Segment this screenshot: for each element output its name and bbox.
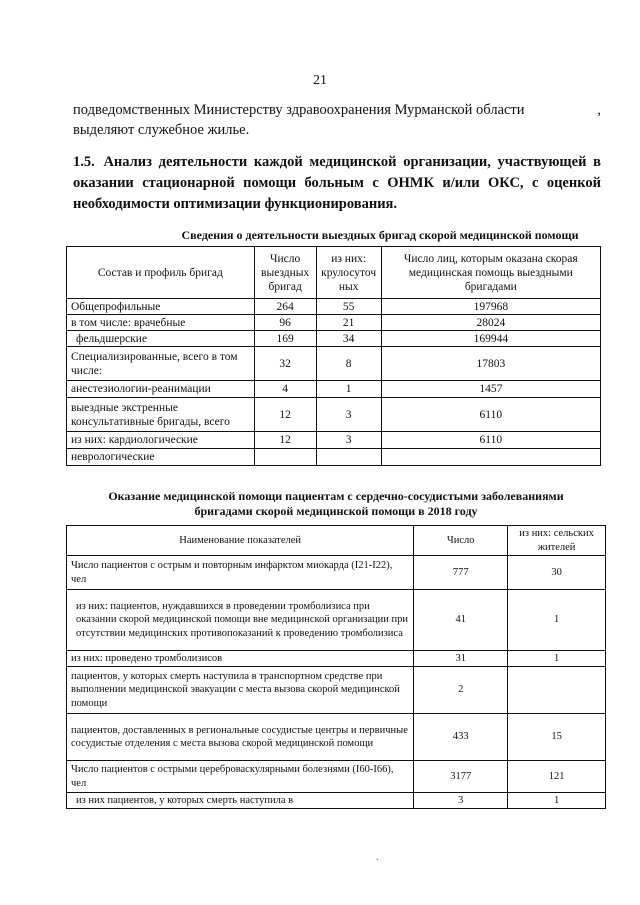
table1-header: из них: крулосуточ ных bbox=[316, 247, 381, 299]
table-row bbox=[67, 556, 606, 590]
round-clock-value: 3 bbox=[316, 432, 381, 449]
row-label: Специализированные, всего в том числе: bbox=[67, 347, 255, 381]
round-clock-value: 8 bbox=[316, 347, 381, 381]
row-label: фельдшерские bbox=[67, 331, 255, 347]
rural-value: 1 bbox=[508, 651, 606, 667]
indicator-label: пациентов, доставленных в региональные сосудистые центры и первичные сосудистые отделения с места вызова скорой медицинской помощи bbox=[67, 714, 414, 761]
rural-value bbox=[508, 667, 606, 714]
table2-header: Наименование показателей bbox=[67, 526, 414, 556]
table2-caption-line-1: Оказание медицинской помощи пациентам с сердечно-сосудистыми заболеваниями bbox=[108, 489, 564, 503]
indicator-label: из них пациентов, у которых смерть наступила в bbox=[67, 793, 414, 809]
round-clock-value: 3 bbox=[316, 398, 381, 432]
round-clock-value: 1 bbox=[316, 381, 381, 398]
table-row bbox=[67, 347, 601, 381]
intro-paragraph bbox=[73, 100, 601, 140]
section-title: Анализ деятельности каждой медицинской организации, участвующей в оказании стационарной помощи больным с ОНМК и/или ОКС, с оценкой необходимости оптимизации функционирования. bbox=[73, 154, 601, 212]
row-label: анестезиологии-реанимации bbox=[67, 381, 255, 398]
brigades-value: 169 bbox=[254, 331, 316, 347]
table2-header: из них: сельских жителей bbox=[508, 526, 606, 556]
rural-value: 1 bbox=[508, 793, 606, 809]
round-clock-value: 55 bbox=[316, 299, 381, 315]
count-value: 31 bbox=[414, 651, 508, 667]
persons-value: 197968 bbox=[381, 299, 600, 315]
table-row bbox=[67, 299, 601, 315]
rural-value: 30 bbox=[508, 556, 606, 590]
persons-value: 6110 bbox=[381, 432, 600, 449]
table-row bbox=[67, 651, 606, 667]
count-value: 2 bbox=[414, 667, 508, 714]
table-row bbox=[67, 381, 601, 398]
count-value: 41 bbox=[414, 590, 508, 651]
brigades-value: 264 bbox=[254, 299, 316, 315]
intro-line-1: подведомственных Министерству здравоохранения Мурманской области bbox=[73, 102, 525, 118]
brigades-value: 96 bbox=[254, 315, 316, 331]
row-label: неврологические bbox=[67, 449, 255, 466]
table-row bbox=[67, 315, 601, 331]
table-row bbox=[67, 590, 606, 651]
row-label: Общепрофильные bbox=[67, 299, 255, 315]
brigades-value: 12 bbox=[254, 398, 316, 432]
persons-value: 6110 bbox=[381, 398, 600, 432]
footer-mark: . bbox=[376, 852, 379, 863]
brigades-value bbox=[254, 449, 316, 466]
rural-value: 1 bbox=[508, 590, 606, 651]
row-label: из них: кардиологические bbox=[67, 432, 255, 449]
table-row bbox=[67, 667, 606, 714]
persons-value: 169944 bbox=[381, 331, 600, 347]
round-clock-value: 34 bbox=[316, 331, 381, 347]
section-heading bbox=[73, 152, 601, 215]
table2-caption-line-2: бригадами скорой медицинской помощи в 2018 году bbox=[194, 504, 478, 518]
rural-value: 121 bbox=[508, 761, 606, 793]
count-value: 3177 bbox=[414, 761, 508, 793]
table1-header-row bbox=[67, 247, 601, 299]
table-row bbox=[67, 432, 601, 449]
table-row bbox=[67, 793, 606, 809]
brigades-value: 4 bbox=[254, 381, 316, 398]
intro-line-1-tail: , bbox=[597, 102, 601, 118]
indicator-label: Число пациентов с острым и повторным инфарктом миокарда (I21-I22), чел bbox=[67, 556, 414, 590]
count-value: 3 bbox=[414, 793, 508, 809]
indicator-label: из них: проведено тромболизисов bbox=[67, 651, 414, 667]
section-number: 1.5. bbox=[73, 154, 95, 170]
round-clock-value: 21 bbox=[316, 315, 381, 331]
table-row bbox=[67, 714, 606, 761]
table-row bbox=[67, 331, 601, 347]
table-row bbox=[67, 398, 601, 432]
count-value: 433 bbox=[414, 714, 508, 761]
table2-header: Число bbox=[414, 526, 508, 556]
brigades-table bbox=[66, 246, 601, 466]
persons-value bbox=[381, 449, 600, 466]
page-number: 21 bbox=[313, 73, 327, 88]
table1-header: Состав и профиль бригад bbox=[67, 247, 255, 299]
intro-line-2: выделяют служебное жилье. bbox=[73, 122, 250, 138]
brigades-value: 32 bbox=[254, 347, 316, 381]
row-label: в том числе: врачебные bbox=[67, 315, 255, 331]
table1-header: Число лиц, которым оказана скорая медицинская помощь выездными бригадами bbox=[381, 247, 600, 299]
table-row bbox=[67, 761, 606, 793]
table-row bbox=[67, 449, 601, 466]
indicator-label: Число пациентов с острыми цереброваскулярными болезнями (I60-I66), чел bbox=[67, 761, 414, 793]
table2-caption bbox=[66, 489, 606, 519]
persons-value: 28024 bbox=[381, 315, 600, 331]
brigades-value: 12 bbox=[254, 432, 316, 449]
row-label: выездные экстренные консультативные бригады, всего bbox=[67, 398, 255, 432]
indicator-label: из них: пациентов, нуждавшихся в проведении тромболизиса при оказании скорой медицинской помощи вне медицинской организации при отсутствии медицинских противопоказаний к проведению тромболизиса bbox=[67, 590, 414, 651]
cardio-care-table bbox=[66, 525, 606, 809]
table2-header-row bbox=[67, 526, 606, 556]
rural-value: 15 bbox=[508, 714, 606, 761]
count-value: 777 bbox=[414, 556, 508, 590]
persons-value: 1457 bbox=[381, 381, 600, 398]
persons-value: 17803 bbox=[381, 347, 600, 381]
table1-header: Число выездных бригад bbox=[254, 247, 316, 299]
table1-caption: Сведения о деятельности выездных бригад скорой медицинской помощи bbox=[181, 228, 579, 242]
indicator-label: пациентов, у которых смерть наступила в транспортном средстве при выполнении медицинской эвакуации с места вызова скорой медицинской помощи bbox=[67, 667, 414, 714]
round-clock-value bbox=[316, 449, 381, 466]
